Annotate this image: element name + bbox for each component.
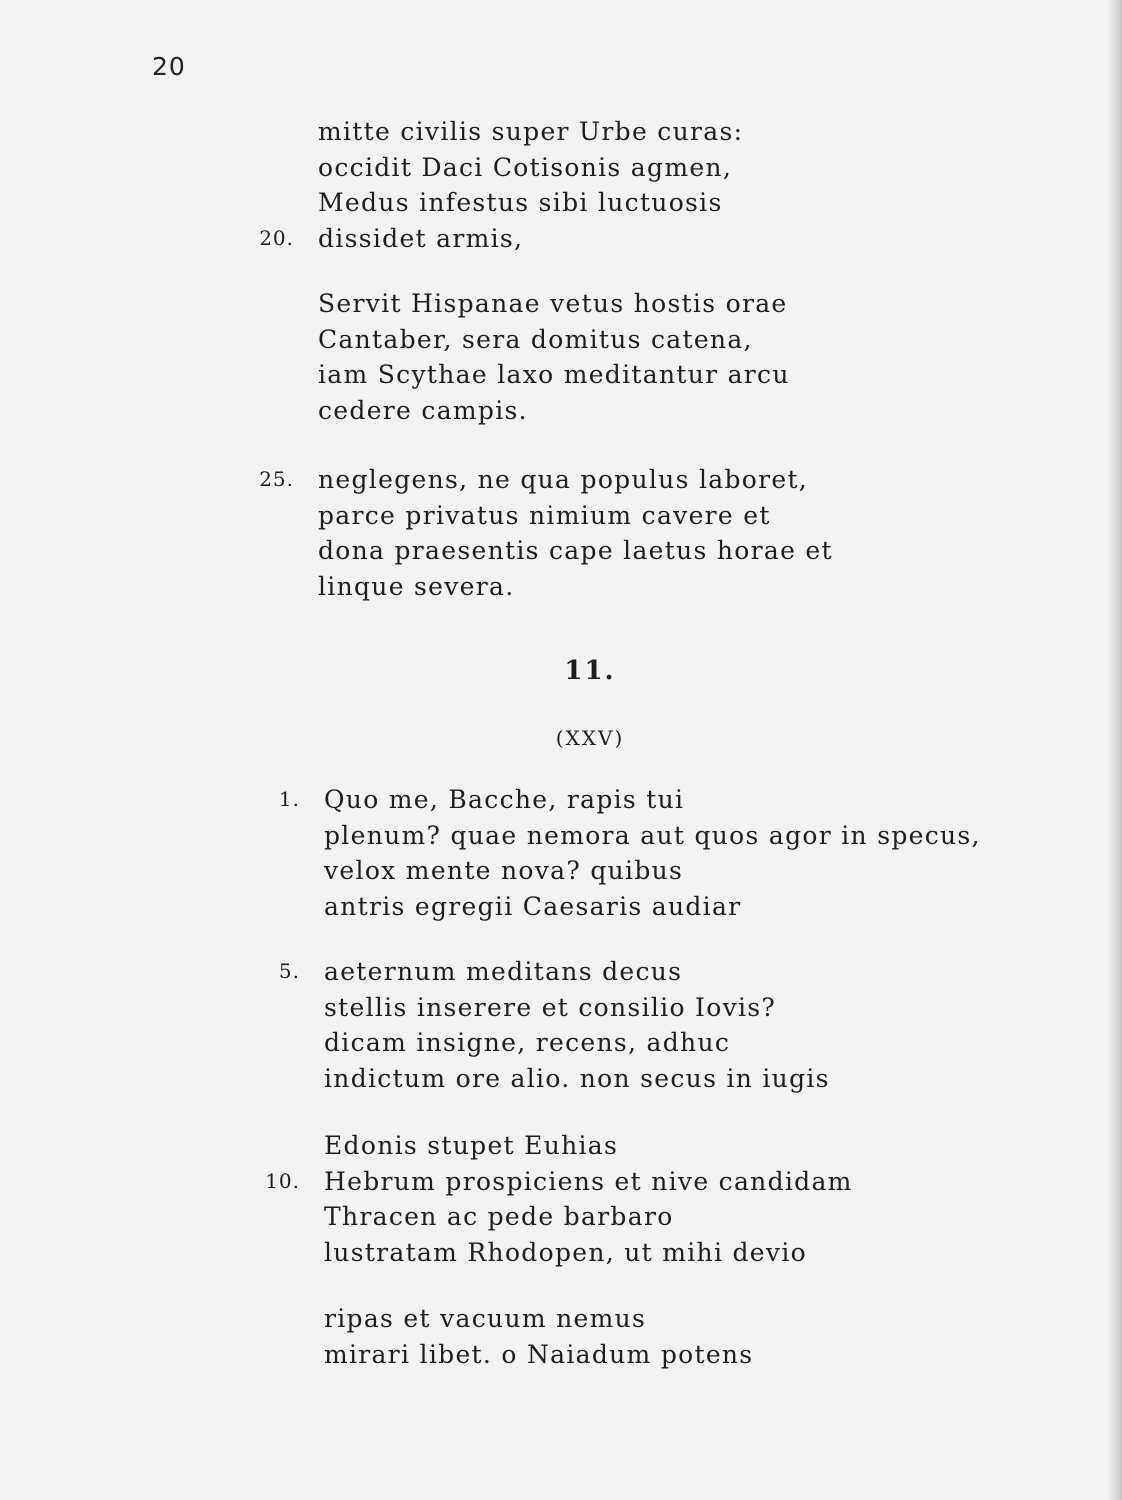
stanza-4 (278, 782, 981, 924)
verse-line: linque severa. (318, 571, 515, 601)
verse-line: parce privatus nimium cavere et (318, 500, 771, 530)
line-number: 1. (278, 787, 300, 811)
line-number: 20. (259, 225, 294, 250)
verse-line: iam Scythae laxo meditantur arcu (318, 360, 790, 389)
verse-line: lustratam Rhodopen, ut mihi devio (324, 1237, 807, 1267)
verse-line: occidit Daci Cotisonis agmen, (318, 152, 733, 182)
verse-line: dona praesentis cape laetus horae et (318, 536, 833, 565)
stanza-1 (259, 114, 744, 256)
stanza-6 (265, 1128, 853, 1270)
verse-line: dicam insigne, recens, adhuc (324, 1028, 731, 1057)
verse-line: 20. dissidet armis, (318, 221, 743, 257)
verse-line: Edonis stupet Euhias (324, 1131, 619, 1160)
verse-line: mirari libet. o Naiadum potens (324, 1339, 754, 1369)
verse-line: velox mente nova? quibus (324, 856, 684, 885)
verse-line: 10. Hebrum prospiciens et nive candidam (324, 1164, 853, 1200)
stanza-2 (318, 286, 790, 428)
line-number: 10. (265, 1168, 300, 1193)
stanza-3 (259, 462, 833, 604)
verse-line: mitte civilis super Urbe curas: (318, 117, 744, 146)
stanza-5 (278, 954, 830, 1096)
verse-line: stellis inserere et consilio Iovis? (324, 992, 777, 1022)
verse-line: ripas et vacuum nemus (324, 1304, 647, 1333)
verse-line: Cantaber, sera domitus catena, (318, 324, 753, 354)
verse-line: plenum? quae nemora aut quos agor in specus, (324, 820, 981, 850)
poem-subheading: (XXV) (555, 726, 625, 750)
verse-line: indictum ore alio. non secus in iugis (324, 1063, 830, 1093)
line-number: 25. (259, 467, 294, 491)
poem-heading: 11. (564, 656, 616, 686)
verse-line: cedere campis. (318, 395, 528, 425)
page-number: 20 (152, 52, 186, 81)
page-edge (1108, 0, 1122, 1500)
verse-line: 1. Quo me, Bacche, rapis tui (324, 782, 981, 818)
verse-line: Medus infestus sibi luctuosis (318, 188, 723, 217)
line-number: 5. (278, 959, 300, 983)
stanza-7 (324, 1301, 753, 1372)
verse-line: Thracen ac pede barbaro (324, 1202, 674, 1231)
verse-line: antris egregii Caesaris audiar (324, 891, 742, 921)
verse-line: Servit Hispanae vetus hostis orae (318, 289, 788, 318)
verse-line: 5. aeternum meditans decus (324, 954, 830, 990)
verse-line: 25. neglegens, ne qua populus laboret, (318, 462, 833, 498)
